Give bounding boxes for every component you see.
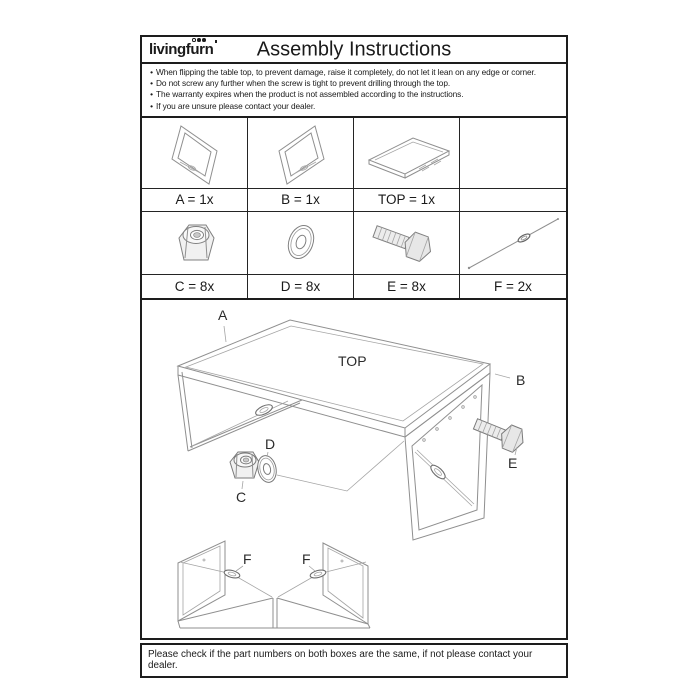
- brand-logo: [149, 42, 213, 57]
- side-frame-a-icon: [143, 118, 247, 188]
- warning-item: • If you are unsure please contact your dealer.: [147, 101, 561, 112]
- washer-icon: [255, 454, 278, 484]
- part-cell-e: [354, 212, 460, 275]
- instruction-sheet: [140, 35, 568, 678]
- bullet-icon: •: [150, 100, 153, 111]
- hex-nut-icon: [143, 212, 247, 274]
- warnings-box: [142, 64, 566, 118]
- part-cell-empty: [460, 118, 566, 189]
- assembly-diagram-drawing: [142, 300, 566, 638]
- part-cell-f: [460, 212, 566, 275]
- diagram-label-d: D: [265, 435, 276, 452]
- part-label-e: E = 8x: [354, 275, 460, 298]
- brace-rod-icon: [461, 212, 565, 274]
- header: [142, 37, 566, 64]
- diagram-label-f-right: F: [302, 550, 311, 567]
- diagram-label-f-left: F: [243, 550, 252, 567]
- diagram-label-top: TOP: [338, 352, 367, 369]
- main-frame: [140, 35, 568, 640]
- brace-subdiagram: [178, 541, 370, 628]
- part-cell-d: [248, 212, 354, 275]
- brand-logo-text: livingfurn: [149, 41, 214, 58]
- brand-dots-icon: [192, 38, 206, 42]
- part-label-b: B = 1x: [248, 189, 354, 212]
- part-cell-top: [354, 118, 460, 189]
- brand-trademark-icon: [215, 40, 217, 43]
- warning-item: • Do not screw any further when the screw is tight to prevent drilling through the top.: [147, 78, 561, 89]
- part-cell-c: [142, 212, 248, 275]
- part-label-empty: [460, 189, 566, 212]
- part-label-d: D = 8x: [248, 275, 354, 298]
- bullet-icon: •: [150, 89, 153, 100]
- turnbuckle-icon: [429, 463, 448, 481]
- page-title: Assembly Instructions: [256, 38, 452, 60]
- parts-table: [142, 118, 566, 300]
- turnbuckle-icon: [309, 568, 326, 579]
- part-label-f: F = 2x: [494, 278, 532, 294]
- hex-nut-icon: [230, 452, 259, 478]
- diagram-label-c: C: [236, 488, 247, 505]
- hex-bolt-icon: [355, 212, 459, 274]
- leader-line-b: [495, 374, 510, 378]
- diagram-label-b: B: [516, 371, 526, 388]
- assembly-diagram: [142, 300, 566, 638]
- bullet-icon: •: [150, 67, 153, 77]
- turnbuckle-icon: [223, 568, 240, 579]
- footer-note: Please check if the part numbers on both boxes are the same, if not please contact your dealer.: [140, 643, 568, 678]
- diagram-label-a: A: [218, 306, 228, 323]
- part-cell-a: [142, 118, 248, 189]
- side-frame-b-icon: [249, 118, 353, 188]
- bullet-icon: •: [150, 78, 153, 89]
- diagram-label-e: E: [508, 454, 518, 471]
- leader-line-f-left: [236, 566, 243, 571]
- bolt-holes-icon: [423, 396, 477, 442]
- part-label-a: A = 1x: [142, 189, 248, 212]
- part-cell-b: [248, 118, 354, 189]
- warning-item: • The warranty expires when the product is not assembled according to the instructions.: [147, 89, 561, 100]
- leader-line-a: [224, 326, 226, 342]
- table-top-icon: [355, 118, 459, 188]
- leader-line-d-to-frame: [277, 441, 404, 491]
- washer-icon: [249, 212, 353, 274]
- part-label-top: TOP = 1x: [354, 189, 460, 212]
- part-label-c: C = 8x: [142, 275, 248, 298]
- warning-item: • When flipping the table top, to prevent damage, raise it completely, do not let it lean on any edge or corner.: [147, 67, 561, 78]
- leader-line-c: [242, 481, 243, 489]
